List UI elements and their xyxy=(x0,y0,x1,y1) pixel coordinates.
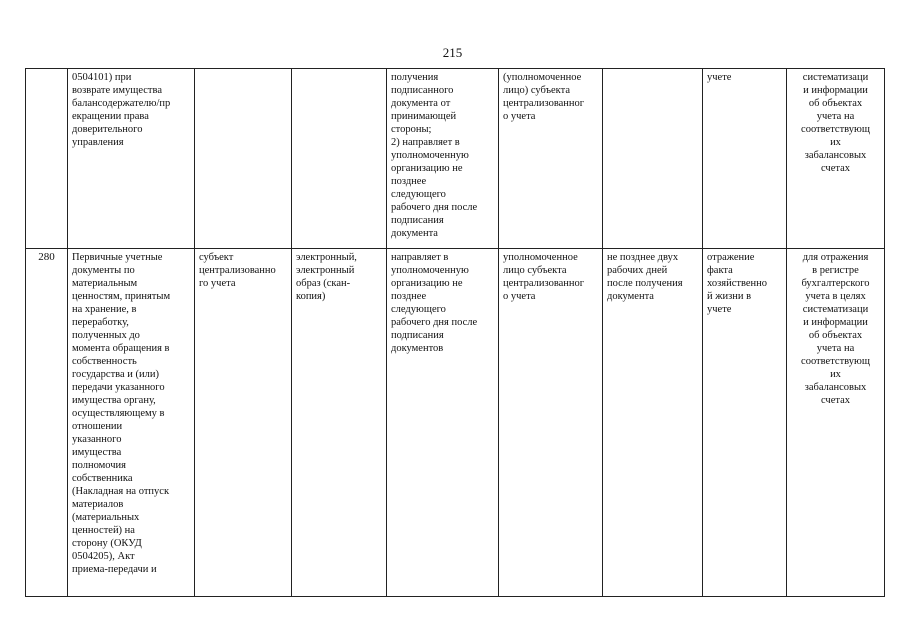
purpose-cell: для отражения в регистре бухгалтерского учета в целях систематизаци и информации об объектах учета на соответствующ их забалансовых счетах xyxy=(787,249,885,597)
row-number-cell: 280 xyxy=(26,249,68,597)
purpose-cell: систематизаци и информации об объектах учета на соответствующ их забалансовых счетах xyxy=(787,69,885,249)
document-table xyxy=(25,68,885,597)
subject-cell xyxy=(195,69,292,249)
table-row xyxy=(26,69,885,249)
form-cell xyxy=(292,69,387,249)
action-cell: получения подписанного документа от принимающей стороны; 2) направляет в уполномоченную организацию не позднее следующего рабочего дня после подписания документа xyxy=(387,69,499,249)
deadline-cell: не позднее двух рабочих дней после получения документа xyxy=(603,249,703,597)
responsible-cell: уполномоченное лицо субъекта централизованног о учета xyxy=(499,249,603,597)
document-name-cell: 0504101) при возврате имущества балансодержателю/пр екращении права доверительного управления xyxy=(68,69,195,249)
table-row xyxy=(26,249,885,597)
responsible-cell: (уполномоченное лицо) субъекта централизованног о учета xyxy=(499,69,603,249)
action-cell: направляет в уполномоченную организацию не позднее следующего рабочего дня после подписания документов xyxy=(387,249,499,597)
result-cell: учете xyxy=(703,69,787,249)
subject-cell: субъект централизованно го учета xyxy=(195,249,292,597)
form-cell: электронный, электронный образ (скан- копия) xyxy=(292,249,387,597)
row-number-cell xyxy=(26,69,68,249)
document-name-cell: Первичные учетные документы по материальным ценностям, принятым на хранение, в переработку, полученных до момента обращения в собственность государства и (или) передачи указанного имущества органу, осуществляющему в отношении указанного имущества полномочия собственника (Накладная на отпуск материалов (материальных ценностей) на сторону (ОКУД 0504205), Акт приема-передачи и xyxy=(68,249,195,597)
deadline-cell xyxy=(603,69,703,249)
page-number: 215 xyxy=(442,45,463,60)
result-cell: отражение факта хозяйственно й жизни в учете xyxy=(703,249,787,597)
